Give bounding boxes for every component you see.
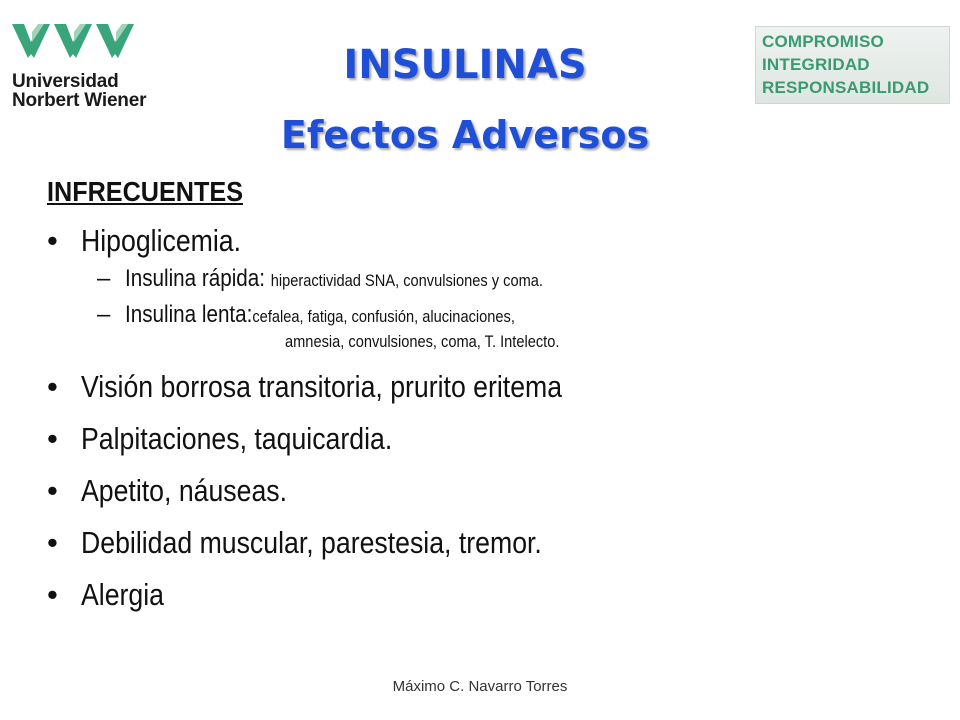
dash-icon: – bbox=[97, 265, 111, 292]
bullet-item-apetito bbox=[47, 473, 927, 509]
sub-item-insulina-rapida bbox=[47, 265, 927, 295]
bullet-item-palpitaciones bbox=[47, 421, 927, 457]
badge-item-compromiso: COMPROMISO bbox=[762, 32, 884, 51]
bullet-icon: • bbox=[47, 421, 58, 456]
footer-author: Máximo C. Navarro Torres bbox=[392, 678, 568, 695]
page-title: INSULINAS bbox=[343, 42, 587, 88]
sub-item-label: Insulina rápida: bbox=[125, 265, 265, 292]
bullet-text: Alergia bbox=[81, 577, 164, 612]
bullet-text: Apetito, náuseas. bbox=[81, 473, 288, 508]
bullet-text: Hipoglicemia. bbox=[81, 223, 242, 258]
bullet-item-alergia bbox=[47, 577, 927, 613]
badge-item-responsabilidad: RESPONSABILIDAD bbox=[762, 78, 930, 97]
sub-item-detail: cefalea, fatiga, confusión, alucinaciones, bbox=[252, 307, 515, 326]
logo-mark-icon bbox=[10, 22, 160, 62]
bullet-icon: • bbox=[47, 577, 58, 612]
badge-item-integridad: INTEGRIDAD bbox=[762, 55, 870, 74]
values-badge bbox=[755, 26, 950, 104]
section-heading: INFRECUENTES bbox=[47, 176, 244, 207]
sub-item-detail: hiperactividad SNA, convulsiones y coma. bbox=[270, 271, 543, 290]
bullet-icon: • bbox=[47, 223, 58, 258]
bullet-text: Palpitaciones, taquicardia. bbox=[81, 421, 393, 456]
bullet-item-vision bbox=[47, 369, 927, 405]
sub-item-detail-continued bbox=[47, 331, 927, 353]
dash-icon: – bbox=[97, 301, 111, 328]
logo-line2: Norbert Wiener bbox=[12, 90, 147, 111]
bullet-item-hipoglicemia bbox=[47, 223, 927, 259]
logo-text bbox=[12, 72, 172, 110]
slide-content bbox=[47, 175, 927, 613]
bullet-text: Debilidad muscular, parestesia, tremor. bbox=[81, 525, 542, 560]
logo-line1: Universidad bbox=[12, 71, 119, 92]
bullet-icon: • bbox=[47, 473, 58, 508]
bullet-icon: • bbox=[47, 369, 58, 404]
bullet-icon: • bbox=[47, 525, 58, 560]
sub-item-label: Insulina lenta: bbox=[125, 301, 253, 328]
sub-item-detail-line2: amnesia, convulsiones, coma, T. Intelecto. bbox=[285, 332, 560, 351]
sub-item-insulina-lenta bbox=[47, 301, 927, 331]
university-logo bbox=[10, 22, 160, 122]
bullet-text: Visión borrosa transitoria, prurito eritema bbox=[81, 369, 563, 404]
page-subtitle: Efectos Adversos bbox=[280, 113, 650, 157]
bullet-item-debilidad bbox=[47, 525, 927, 561]
